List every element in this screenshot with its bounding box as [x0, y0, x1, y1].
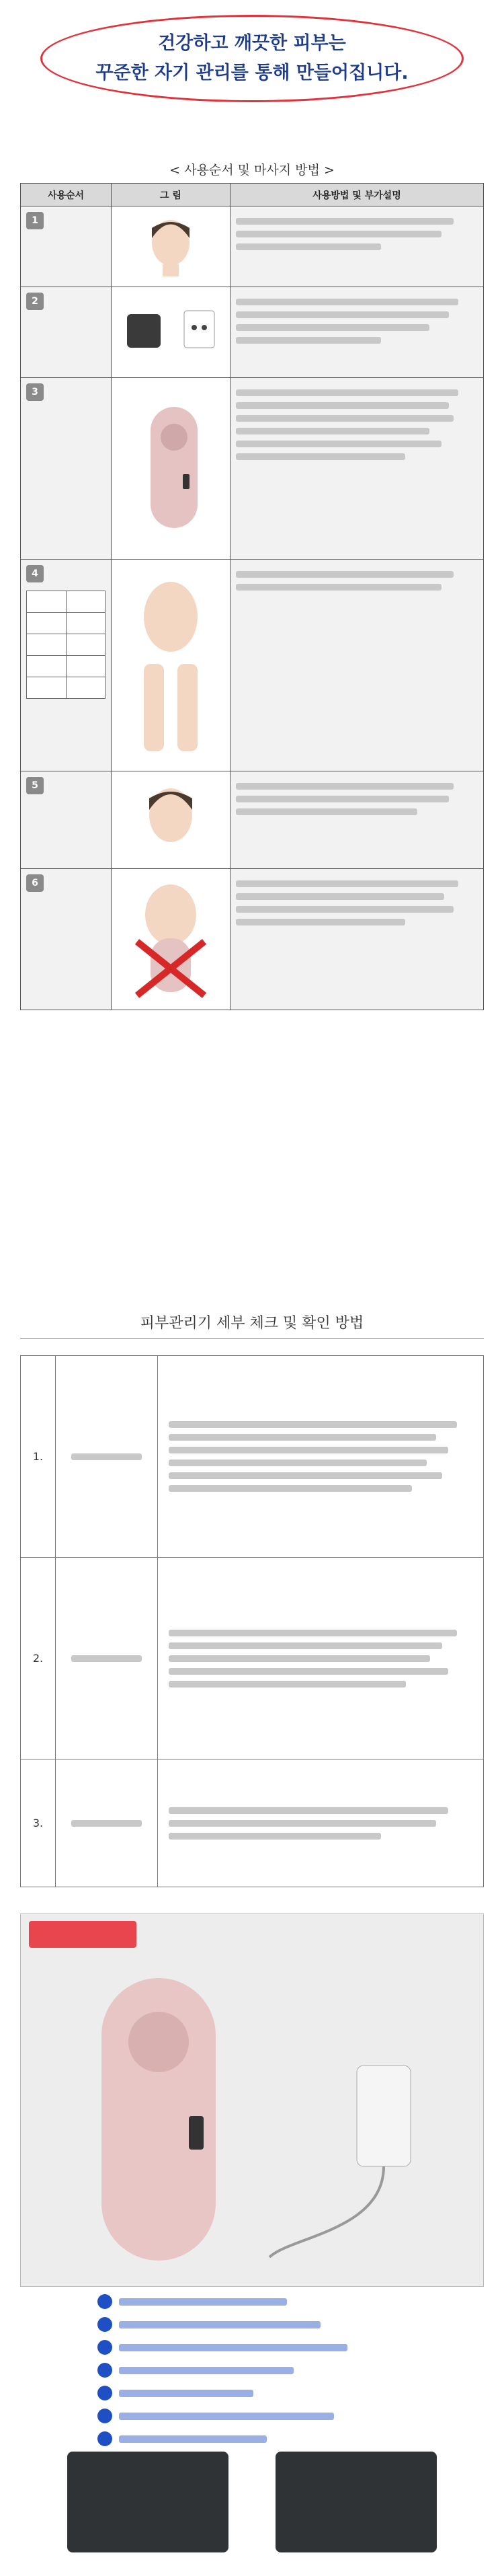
step-cell: [21, 771, 112, 869]
title-underline: [20, 1338, 484, 1339]
step-figure: [112, 287, 230, 378]
description-text-placeholder: [236, 299, 478, 344]
list-item: [97, 2427, 407, 2450]
step-figure: [112, 869, 230, 1010]
part-marker: [97, 2431, 112, 2446]
table-row: [21, 287, 484, 378]
step-figure: [112, 378, 230, 560]
part-marker: [97, 2409, 112, 2423]
face-legs-diagram-icon: [117, 570, 224, 758]
step-cell: [21, 206, 112, 287]
prohibited-device-icon: [120, 878, 221, 999]
row-body: [158, 1356, 484, 1558]
step-description: [230, 771, 484, 869]
table-row: [21, 771, 484, 869]
list-item: [97, 2404, 407, 2427]
table-row: [21, 1759, 484, 1887]
step-number: 1: [26, 212, 44, 229]
usage-section-title: < 사용순서 및 마사지 방법 >: [169, 163, 335, 178]
table-row: [21, 1558, 484, 1759]
adapter-plug-icon: [120, 301, 221, 361]
description-text-placeholder: [236, 880, 478, 925]
description-text-placeholder: [236, 218, 478, 250]
description-text-placeholder: [236, 783, 478, 815]
part-marker: [97, 2363, 112, 2378]
checklist-table: [20, 1355, 484, 1887]
row-number: 1.: [21, 1356, 56, 1558]
header-figure: 그 림: [112, 184, 230, 206]
step-description: [230, 287, 484, 378]
row-item: [56, 1558, 158, 1759]
banner-line-1: 건강하고 깨끗한 피부는: [158, 33, 346, 54]
description-text-placeholder: [236, 571, 478, 591]
row-item: [56, 1759, 158, 1887]
list-item: [97, 2382, 407, 2404]
step-figure: [112, 560, 230, 771]
step-figure: [112, 206, 230, 287]
description-text-placeholder: [236, 389, 478, 460]
table-row: [21, 1356, 484, 1558]
table-row: [21, 378, 484, 560]
step-description: [230, 206, 484, 287]
step-description: [230, 378, 484, 560]
list-item: [97, 2290, 407, 2313]
headline-banner: [40, 15, 464, 102]
usage-table: [20, 183, 484, 1010]
duration-table: [26, 591, 106, 699]
table-row: [21, 869, 484, 1010]
step-cell: [21, 378, 112, 560]
part-marker: [97, 2294, 112, 2309]
row-body: [158, 1558, 484, 1759]
step-cell: [21, 287, 112, 378]
step-cell: [21, 560, 112, 771]
header-description: 사용방법 및 부가설명: [230, 184, 484, 206]
parts-list: [97, 2290, 407, 2450]
device-icon: [130, 400, 211, 535]
banner-line-2: 꾸준한 자기 관리를 통해 만들어집니다.: [95, 63, 409, 83]
face-icon: [137, 782, 204, 856]
domestic-adaptor-photo: [67, 2452, 228, 2552]
part-marker: [97, 2386, 112, 2400]
list-item: [97, 2336, 407, 2359]
row-body: [158, 1759, 484, 1887]
row-number: 2.: [21, 1558, 56, 1759]
step-number: 3: [26, 383, 44, 401]
table-row: [21, 560, 484, 771]
step-number: 2: [26, 293, 44, 310]
header-step: 사용순서: [21, 184, 112, 206]
device-photo-icon: [21, 1914, 484, 2287]
table-row: [21, 206, 484, 287]
adaptor-photos: [40, 2452, 464, 2566]
product-parts-figure: [20, 1914, 484, 2287]
checklist-section-title: 피부관리기 세부 체크 및 확인 방법: [140, 1315, 364, 1332]
step-number: 6: [26, 874, 44, 892]
part-marker: [97, 2317, 112, 2332]
usage-table-header: [21, 184, 484, 206]
us-adaptor-photo: [276, 2452, 437, 2552]
step-number: 4: [26, 565, 44, 582]
step-cell: [21, 869, 112, 1010]
row-number: 3.: [21, 1759, 56, 1887]
step-description: [230, 869, 484, 1010]
step-number: 5: [26, 777, 44, 794]
list-item: [97, 2313, 407, 2336]
list-item: [97, 2359, 407, 2382]
step-description: [230, 560, 484, 771]
row-item: [56, 1356, 158, 1558]
part-marker: [97, 2340, 112, 2355]
face-icon: [140, 215, 201, 276]
step-figure: [112, 771, 230, 869]
